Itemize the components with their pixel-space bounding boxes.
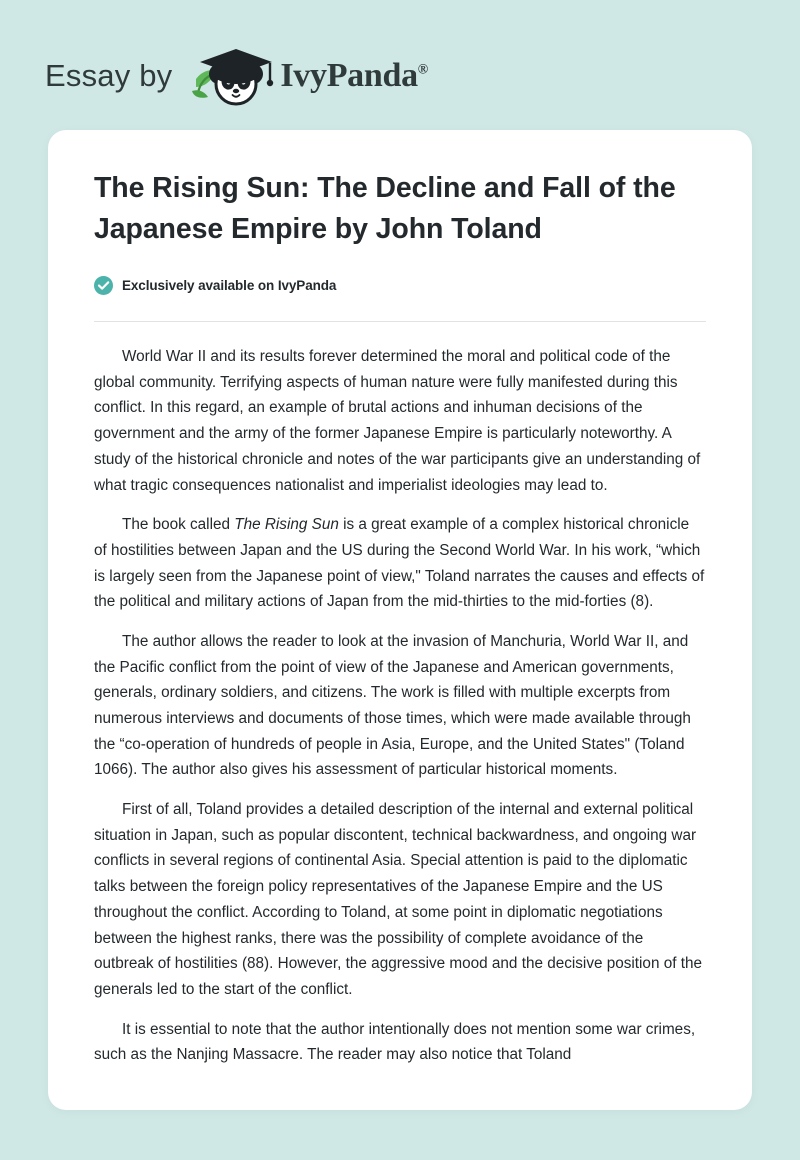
availability-label: Exclusively available on IvyPanda [122,278,337,294]
essay-card [48,130,752,1110]
availability-badge [94,276,706,295]
essay-paragraph: First of all, Toland provides a detailed description of the internal and external political situation in Japan, such as popular discontent, technical backwardness, and ongoing war conflicts in several regions of continental Asia. Special attention is paid to the diplomatic talks between the foreign policy representatives of the Japanese Empire and the US throughout the conflict. According to Toland, at some point in diplomatic negotiations between the highest ranks, there was the possibility of complete avoidance of the outbreak of hostilities (88). However, the aggressive mood and the decisive position of the generals led to the start of the conflict. [94,801,702,998]
essay-paragraph: The book called The Rising Sun is a great example of a complex historical chronicle of hostilities between Japan and the US during the Second World War. In his work, “which is largely seen from the Japanese point of view," Toland narrates the causes and effects of the political and military actions of Japan from the mid-thirties to the mid-forties (8). [94,516,705,611]
panda-graduation-cap-logo-icon [186,41,278,111]
wordmark-text: IvyPanda [280,57,418,94]
brand-header [0,0,800,118]
title-divider [94,321,706,322]
check-circle-icon [94,276,113,295]
essay-paragraph: World War II and its results forever determined the moral and political code of the global community. Terrifying aspects of human nature were fully manifested during this conflict. In this regard, an example of brutal actions and inhuman decisions of the government and the army of the former Japanese Empire is particularly noteworthy. A study of the historical chronicle and notes of the war participants give an understanding of what tragic consequences nationalist and imperialist ideologies may lead to. [94,348,701,494]
essay-by-label: Essay by [45,58,173,93]
essay-paragraph: It is essential to note that the author intentionally does not mention some war crimes, such as the Nanjing Massacre. The reader may also notice that Toland [94,1020,696,1064]
essay-paragraph: The author allows the reader to look at the invasion of Manchuria, World War II, and the Pacific conflict from the point of view of the Japanese and American governments, generals, ordinary soldiers, and citizens. The work is filled with multiple excerpts from numerous interviews and documents of those times, which were made available through the “co-operation of hundreds of people in Asia, Europe, and the United States" (Toland 1066). The author also gives his assessment of particular historical moments. [94,632,691,779]
ivypanda-wordmark [280,57,428,95]
registered-mark: ® [417,62,428,78]
essay-body [94,344,706,1068]
ivypanda-logo[interactable] [186,41,428,111]
book-title-italic: The Rising Sun [234,516,339,534]
page-title: The Rising Sun: The Decline and Fall of the Japanese Empire by John Toland [94,172,676,246]
